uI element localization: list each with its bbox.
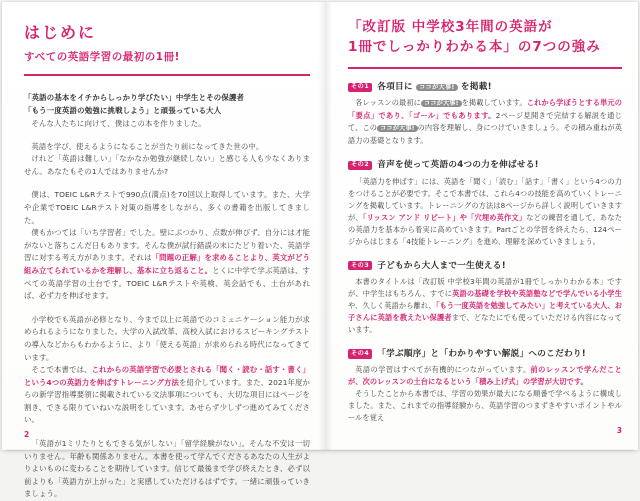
paragraph: 英語を学び、使えるようになることが当たり前になってきた世の中。 (31, 141, 264, 151)
section-paragraph: そうしたことから本書では、学習の効果が最大になる順番で学べるように構成しました。また、これまでの指導経験から、英語学習のつまずきやすいポイントやルールを覚え (348, 389, 622, 423)
section-heading: 各項目に ココが大事! を掲載! (377, 82, 492, 92)
left-title-divider (24, 74, 310, 76)
lead-line: 「英語の基本をイチからしっかり学びたい」中学生とその保護者 (24, 92, 245, 102)
page-number-left: 2 (24, 430, 30, 439)
section-1 (348, 82, 622, 147)
right-page (328, 2, 638, 450)
paragraph: 「英語が1ミリたりともできる気がしない」「留学経験がない」。そんな不安は一切いりません。年齢も関係ありません。本書を使って学んでくださるあなたの人生がよりよいものに変わることを期待しています。信じて最後まで学び終えたとき、必ず以前よりも「英語力が上がった」と実感していただけるはずです。一緒に頑張っていきましょう。 (24, 439, 310, 499)
left-page-subtitle: すべての英語学習の最初の1冊! (24, 50, 180, 63)
section-number-badge: その2 (348, 161, 372, 170)
right-page-title-line2: 1冊でしっかりわかる本」の7つの強み (348, 39, 601, 55)
section-number-badge: その1 (348, 83, 372, 92)
section-heading: 子どもから大人まで一生使える! (377, 260, 506, 271)
section-heading: 「学ぶ順序」と「わかりやすい解説」へのこだわり! (377, 348, 586, 359)
paragraph: 僕もかつては「いち学習者」でした。壁にぶつかり、点数が伸びず、自分には才能がないと落ちこんだ日もあります。そんな僕が試行錯誤の末にたどり着いた、英語学習に対する考え方があります。それは「問題の正解」を求めることより、英文がどう組み立てられているかを理解し、基本に立ち返ること。とくに中学で学ぶ英語は、すべての英語学習の土台です。TOEIC L&Rテストや英検、英会話でも、土台があれば、必ず力を伸ばせます。 (24, 228, 310, 301)
section-3 (348, 261, 622, 336)
lead-line: そんな人たちに向けて、僕はこの本を作りました。 (31, 118, 206, 128)
paragraph: 僕は、TOEIC L&Rテストで990点(満点)を70回以上取得しています。また、大学や企業でTOEIC L&Rテスト対策の指導をしながら、多くの書籍を出版してきました。 (24, 190, 310, 225)
right-page-title-line1: 「改訂版 中学校3年間の英語が (348, 19, 553, 35)
section-4 (348, 349, 622, 424)
section-paragraph: 本書のタイトルは「改訂版 中学校3年間の英語が1冊でしっかりわかる本」ですが、中学生はもちろん、すでに英語の基礎を学校や英語塾などで学んでいる小学生や、久しく英語から離れ、「もう一度英語を勉強してみたい」と考えている大人、お子さんに英語を教えたい保護者まで、どなたにでも使っていただける内容になっています。 (348, 276, 622, 334)
paragraph: 小学校でも英語が必修となり、今まで以上に英語でのコミュニケーション能力が求められるようになりました。大学の入試改革、高校入試におけるスピーキングテストの導入などからもわかるように、より「使える英語」が求められる時代になってきています。 (24, 314, 310, 362)
section-heading: 音声を使って英語の4つの力を伸ばせる! (377, 160, 539, 171)
section-heading-row (348, 261, 622, 271)
right-page-title (348, 17, 622, 57)
section-paragraph: 「英語力を伸ばす」には、英語を「聞く」「読む」「話す」「書く」という4つの力をつけることが必要です。そこで本書では、これら4つの技能を高めていくトレーニングを掲載しています。トレーニングの方法は8ページから詳しく説明していきますが、「リッスン アンド リピート」や「穴埋め英作文」などの練習を通して、あなたの英語力を基本から着実に高めていきます。Partごとの学習を終えたら、124ページからはじまる「4技能トレーニング」を進め、理解を深めていきましょう。 (348, 176, 622, 246)
section-heading-row (348, 82, 622, 92)
section-paragraph: 英語の学習はすべてが有機的につながっています。前のレッスンで学んだことが、次のレッスンの土台になるという「積み上げ式」の学習が大切です。 (348, 365, 622, 387)
section-heading-row (348, 349, 622, 359)
section-number-badge: その3 (348, 261, 372, 270)
section-heading-row (348, 160, 622, 170)
book-spread (2, 2, 638, 499)
section-number-badge: その4 (348, 349, 372, 358)
section-2 (348, 160, 622, 247)
page-number-right: 3 (616, 426, 622, 435)
left-page (2, 2, 320, 499)
section-paragraph: 各レッスンの最初に ココが大事! を掲載しています。これから学ぼうとする単元の「要点」であり、「ゴール」でもあります。2ページ見開きで完結する解説を通じて、この ココが大事! の内容を理解し、身につけていきましょう。その積み重ねが英語力の基礎となります。 (348, 98, 623, 146)
lead-line: 「もう一度英語の勉強に挑戦しよう」と頑張っている大人 (24, 105, 222, 115)
lead-block (24, 91, 310, 130)
paragraph: そこで本書では、これからの英語学習で必要とされる「聞く・読む・話す・書く」という4つの英語力を伸ばすトレーニング方法を紹介しています。また、2021年度からの新学習指導要領に掲載されている文法事項についても、大切な項目にはページを割き、できる限りていねいな説明をしています。あせらず少しずつ進めてみてください。 (24, 365, 310, 425)
right-title-divider (348, 67, 622, 69)
paragraph: けれど「英語は難しい」「なかなか勉強が継続しない」と感じる人も少なくありません。あなたもその1人ではありませんか? (24, 154, 310, 176)
left-page-title: はじめに (24, 23, 97, 42)
